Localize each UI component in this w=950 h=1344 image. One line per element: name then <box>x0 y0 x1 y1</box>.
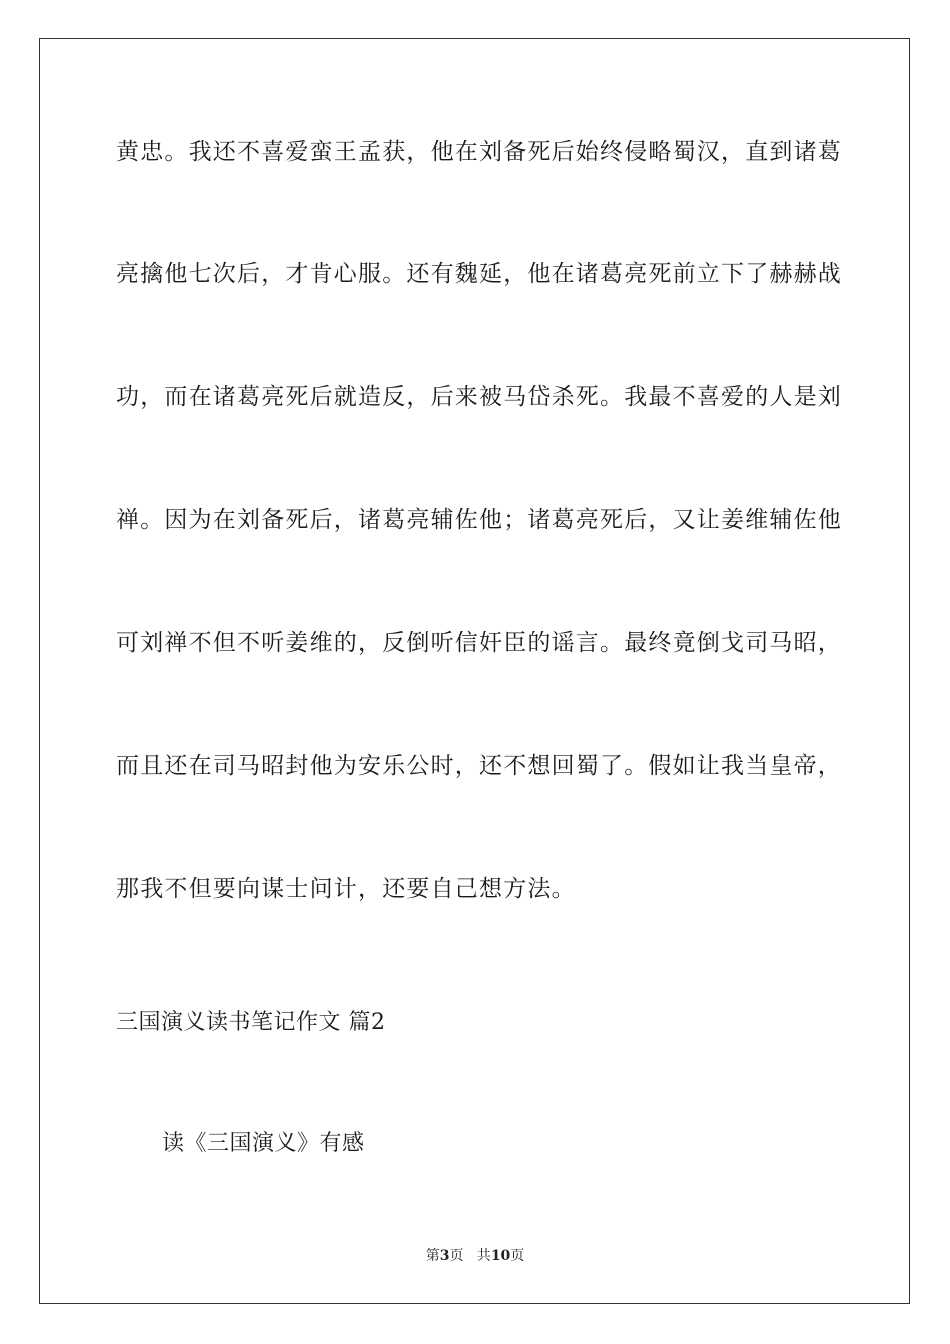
page-mid: 页 共 <box>449 1248 491 1264</box>
page-prefix: 第 <box>425 1248 440 1264</box>
section-heading: 三国演义读书笔记作文 篇2 <box>116 1010 386 1035</box>
page-border <box>39 38 910 1304</box>
body-line-2: 亮擒他七次后，才肯心服。还有魏延，他在诸葛亮死前立下了赫赫战 <box>116 261 842 287</box>
article-title: 读《三国演义》有感 <box>162 1131 365 1156</box>
body-line-7: 那我不但要向谋士问计，还要自己想方法。 <box>116 876 576 902</box>
body-line-4: 禅。因为在刘备死后，诸葛亮辅佐他；诸葛亮死后，又让姜维辅佐他 <box>116 507 842 533</box>
page-total: 10 <box>490 1248 511 1264</box>
body-line-1: 黄忠。我还不喜爱蛮王孟获，他在刘备死后始终侵略蜀汉，直到诸葛 <box>116 139 842 165</box>
body-line-3: 功，而在诸葛亮死后就造反，后来被马岱杀死。我最不喜爱的人是刘 <box>116 384 842 410</box>
body-line-6: 而且还在司马昭封他为安乐公时，还不想回蜀了。假如让我当皇帝， <box>116 753 842 779</box>
page-current: 3 <box>439 1248 450 1264</box>
page-footer <box>0 1247 950 1265</box>
page-suffix: 页 <box>510 1248 525 1264</box>
body-line-5: 可刘禅不但不听姜维的，反倒听信奸臣的谣言。最终竟倒戈司马昭， <box>116 630 842 656</box>
